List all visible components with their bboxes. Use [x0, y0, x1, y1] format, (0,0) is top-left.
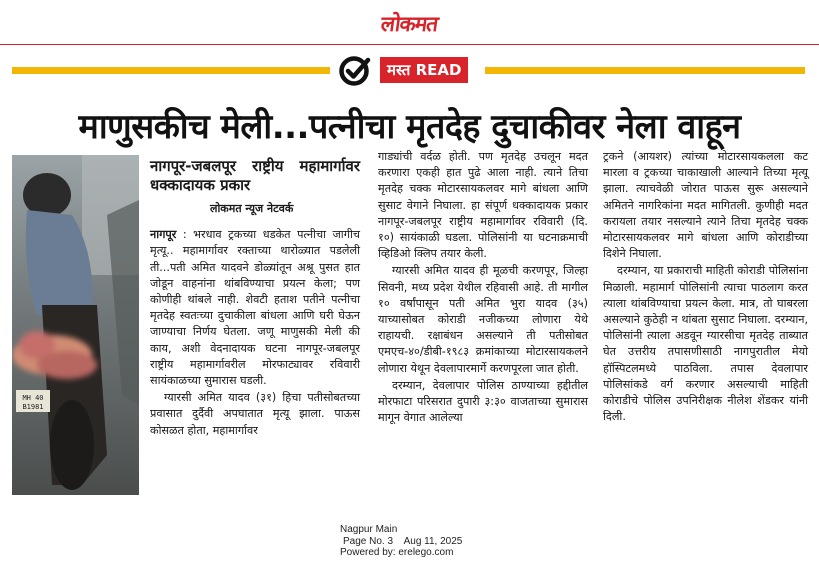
article-column-3: [603, 149, 808, 426]
news-photo: [12, 155, 139, 495]
yellow-band-left: [12, 67, 330, 74]
yellow-band-right: [485, 67, 805, 74]
column2-paragraph-2: ग्यारसी अमित यादव ही मूळची करणपूर, जिल्हा सिवनी, मध्य प्रदेश येथील रहिवासी आहे. ती मागील १० वर्षांपासून पती अमित भुरा यादव (३५) याच्यासोबत कोराडी नजीकच्या लोणारा येथे राहायची. रक्षाबंधन असल्याने ती पतीसोबत एमएच-४०/डीबी-१९८३ क्रमांकाच्या मोटारसायकलने लोणारा येथून देवलापारमार्गे करणपूरला जात होती.: [378, 264, 588, 375]
plate-line1: MH 40: [22, 394, 44, 402]
column2-paragraph-1: गाड्यांची वर्दळ होती. पण मृतदेह उचलून मदत करणारा एकही हात पुढे आला नाही. त्याने तिचा मृतदेह चक्क मोटारसायकलवर मागे बांधला आणि सुसाट वेगाने निघाला. हा संपूर्ण धक्कादायक प्रकार नागपूर-जबलपूर राष्ट्रीय महामार्गावर रविवारी (दि. १०) सायंकाळी घडला. पोलिसांनी या घटनाक्रमाची व्हिडिओ क्लिप तयार केली.: [378, 150, 588, 261]
dateline: नागपूर: [150, 228, 177, 242]
article-column-1: [150, 157, 360, 440]
column3-paragraph-1: ट्रकने (आयशर) त्यांच्या मोटारसायकलला कट मारला व ट्रकच्या चाकाखाली आल्याने तिच्या मृत्यू झाला. त्याचवेळी जोरात पाऊस सुरू असल्याने अमितने नागरिकांना मदत मागितली. कुणीही मदत करायला तयार नसल्याने त्याने तिचा मृतदेह चक्क मोटारसायकलवर मागे बांधला आणि कोराडीच्या दिशेने निघाला.: [603, 150, 808, 261]
lokmat-logo[interactable]: लोकमत: [379, 11, 440, 36]
article-column-2: [378, 149, 588, 427]
column1-paragraph-2: ग्यारसी अमित यादव (३१) हिचा पतीसोबतच्या प्रवासात दुर्दैवी अपघातात मृत्यू झाला. पाऊस कोसळत होता, महामार्गावर: [150, 391, 360, 437]
footer-edition: Nagpur Main: [340, 524, 398, 535]
article-byline: लोकमत न्यूज नेटवर्क: [210, 202, 294, 215]
column1-paragraph-1: [150, 227, 360, 389]
masthead: [0, 10, 819, 38]
footer-powered-by[interactable]: Powered by: erelego.com: [340, 547, 454, 558]
footer-page-date: Page No. 3 Aug 11, 2025: [343, 535, 463, 547]
plate-line2: B1981: [22, 403, 44, 411]
column3-paragraph-2: दरम्यान, या प्रकाराची माहिती कोराडी पोलिसांना मिळाली. महामार्ग पोलिसांनी त्याचा पाठलाग करत त्याला थांबविण्याचा प्रयत्न केला. मात्र, तो घाबरला असल्याने कुठेही न थांबता सुसाट निघाला. दरम्यान, पोलिसांनी त्याला अडवून ग्यारसीचा मृतदेह ताब्यात घेत उत्तरीय तपासणीसाठी नागपुरातील मेयो हॉस्पिटलमध्ये पाठविला. तपास देवलापार पोलिसांकडे वर्ग करणार असल्याची माहिती कोराडीचे पोलिस उपनिरीक्षक नीलेश शेंडकर यांनी दिली.: [603, 264, 808, 424]
checkmark-circle-icon: [338, 54, 372, 88]
column2-paragraph-3: दरम्यान, देवलापार पोलिस ठाण्याच्या हद्दीतील मोरफाटा परिसरात दुपारी ३:३० वाजताच्या सुमारास मागून वेगात आलेल्या: [378, 378, 588, 425]
article-headline: माणुसकीच मेली...पत्नीचा मृतदेह दुचाकीवर नेला वाहून: [78, 107, 741, 147]
page-footer: [340, 524, 462, 559]
mast-read-badge: मस्त READ: [380, 57, 468, 83]
masthead-divider: [0, 44, 819, 45]
column1-paragraph-1-text: : भरधाव ट्रकच्या धडकेत पत्नीचा जागीच मृत्यू.. महामार्गावर रक्ताच्या थारोळ्यात पडलेली ती...पती अमित यादवने डोळ्यांतून अश्रू पुसत हात जोडून वाहनांना थांबविण्याचा प्रयत्न केला; पण कोणीही थांबले नाही. शेवटी हताश पतीने पत्नीचा मृतदेह स्वतःच्या दुचाकीला बांधला आणि घरी घेऊन जाण्याचा निर्णय घेतला. जणू माणुसकी मेली की काय, अशी वेदनादायक घटना नागपूर-जबलपूर राष्ट्रीय महामार्गावरील मोरफाट्यावर रविवारी सायंकाळच्या सुमारास घडली.: [150, 228, 360, 388]
article-subheadline: नागपूर-जबलपूर राष्ट्रीय महामार्गावर धक्कादायक प्रकार: [150, 157, 360, 194]
